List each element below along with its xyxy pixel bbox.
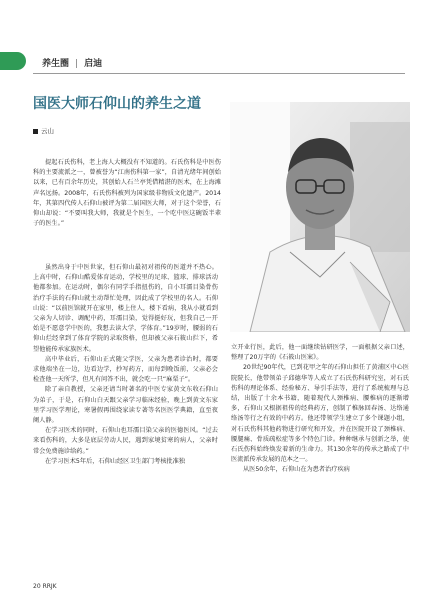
column1-top-text	[33, 158, 221, 229]
paragraph: 在学习医术的同时，石仰山也耳濡目染父亲的医德医风。“过去来看伤科的，大多是底层劳动人民，遇到家境贫寒的病人，父亲时常会免费施诊给药。”	[33, 427, 218, 455]
page-footer	[33, 583, 57, 590]
portrait-photo-image	[230, 102, 410, 332]
paragraph: 提起石氏伤科，老上海人大概没有不知道的。石氏伤科是中医伤科的主要流派之一，曾被誉为“江南伤科第一家”，自清光绪年间创始以来，已有百余年历史，其创始人石兰亭凭借精湛的医术，在上海滩声名远扬。2008年，石氏伤科被列为国家级非物质文化遗产。2014年，其第四代传人石仰山被评为第二届国医大师，对于这个荣誉，石仰山却说：“不要叫我大师，我就是个医生，一个吃中医这碗饭半辈子的医生。”	[33, 159, 221, 228]
page-number: 20	[33, 583, 41, 590]
article-title: 国医大师石仰山的养生之道	[33, 96, 201, 112]
brand-label: RRJK	[42, 583, 57, 590]
portrait-photo	[230, 102, 410, 332]
section-separator: |	[75, 59, 79, 69]
author-line	[33, 126, 54, 135]
paragraph: 从医50余年，石仰山在为患者治疗疾病	[243, 466, 350, 474]
paragraph: 虽然出身于中医世家，但石仰山最初对祖传的医道并不热心。上高中时，石仰山酷爱体育运动，学校里的足球、篮球、排球活动他都参加。在运动时，偶尔有同学手指扭伤的，自小耳濡目染骨伤治疗手法的石仰山就主动帮忙处理，因此成了学校里的名人。石仰山说：“以前医馆就开在家里，楼上住人，楼下看病，我从小就看到父亲为人切诊、调配中药，耳濡目染，觉得挺好玩，但我自己一开始是不愿意学中医的，我想去读大学，学体育。”19岁时，腰弱的石仰山烂经拿到了体育学院的录取资格，但却被父亲石筱山拦下，希望他能传承家族医术。	[33, 264, 218, 353]
section-header	[42, 56, 102, 69]
paragraph: 高中毕业后，石仰山正式随父学医，父亲为患者诊治时，都要求他端坐在一边，边看边学，抄写药方，而每到晚饭前，父亲必会检查他一天所学，但凡有问答不出，就会吃一只“麻栗子”。	[33, 355, 218, 384]
section-color-tab	[0, 52, 26, 70]
header-rule	[33, 73, 405, 74]
paragraph: 在学习医术5年后，石仰山经区卫生部门考核批准独	[45, 457, 186, 465]
paragraph: 除了亲自教授，父亲还请当时著名的中医专家黄文东收石仰山为弟子，于是，石仰山白天跟父亲学习临床经验，晚上到黄文东家里学习医学理论，寒暑假再围绕家读专著等名医医学典籍，直至夜阑人静。	[33, 386, 218, 425]
subsection-name: 启迪	[84, 59, 103, 69]
section-name: 养生圈	[42, 59, 70, 69]
paragraph: 20世纪90年代，已到花甲之年的石仰山担任了黄浦区中心医院院长，他带领弟子邱德华等人成立了石氏伤科研究室，对石氏伤科的理论体系、经验秘方、导引手法等，进行了系统梳理与总结，出版了十余本书籍，随着现代人颈椎病、腰椎病的逐渐增多，石仰山又根据祖传的经典药方，创制了椎脉回春汤、达络通络汤等行之有效的中药方。他还带领学生建立了多个课题小组，对石氏伤科其他药物进行研究和开发，并在医院开设了颈椎病、腰腿痛、骨质疏松症等多个特色门诊。种种继承与创新之举，使石氏伤科始终焕发着新的生命力。其130余年的传承之路成了中医流派传承发展的范本之一。	[231, 364, 409, 464]
paragraph: 立开业行医，此后，他一面继续钻研医学，一面根据父亲口述，整理了20万字的《石筱山医案》。	[231, 344, 409, 362]
column2-text	[231, 343, 409, 476]
column1-bottom-text	[33, 263, 218, 467]
author-marker-icon	[33, 129, 38, 134]
author-name: 云山	[41, 127, 54, 135]
